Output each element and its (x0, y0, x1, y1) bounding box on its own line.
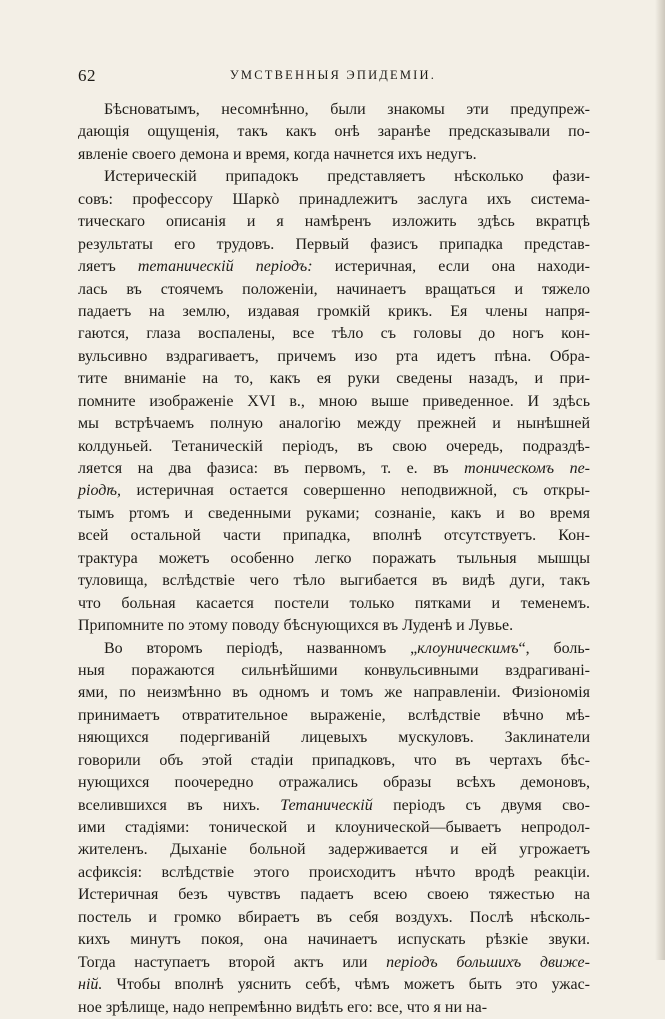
text-run: помните изображеніе XVI в., мною выше приведенное. И здѣсь (78, 392, 590, 410)
text-line (78, 166, 590, 188)
text-line (78, 323, 590, 345)
text-line (78, 436, 590, 458)
text-run: ныя поражаются сильнѣйшими конвульсивными вздрагивані- (78, 661, 590, 679)
text-line (78, 705, 590, 727)
italic-term: тетаническій періодъ: (137, 258, 313, 276)
text-run: истеричная, если она находи- (312, 258, 591, 276)
text-run: результаты его трудовъ. Первый фазисъ припадка представ- (78, 235, 590, 253)
text-line (78, 907, 590, 929)
text-run: асфиксія: вслѣдствіе этого происходитъ нѣчто вродѣ реакціи. (78, 863, 590, 881)
text-line (78, 795, 590, 817)
text-run: лась въ стоячемъ положеніи, начинаетъ вращаться и тяжело (78, 280, 590, 298)
italic-term: тоническомъ пе- (464, 460, 591, 477)
italic-term: ріодѣ, (78, 482, 121, 500)
text-run: истеричная остается совершенно неподвижной, съ откры- (121, 482, 590, 500)
text-run: что больная касается постели только пятками и теменемъ. (78, 594, 590, 612)
text-run: ляется на два фазиса: въ первомъ, т. е. въ (78, 460, 465, 477)
text-run: нующихся поочередно отражались образы всѣхъ демоновъ, (78, 774, 590, 792)
text-run: принимаетъ отвратительное выраженіе, вслѣдствіе вѣчно мѣ- (78, 706, 590, 724)
text-line (78, 548, 590, 570)
text-line (78, 772, 590, 794)
running-title: УМСТВЕННЫЯ ЭПИДЕМІИ. (229, 68, 437, 82)
text-run: Во второмъ періодѣ, названномъ „ (104, 639, 418, 657)
text-run: ими стадіями: тонической и клоунической—бываетъ непродол- (78, 819, 590, 836)
body-text (78, 99, 590, 1019)
page-header (78, 66, 588, 90)
text-run: періодъ съ двумя сво- (372, 796, 591, 814)
text-line (78, 997, 590, 1019)
text-run: тите вниманіе на то, какъ ея руки сведены назадъ, и при- (78, 370, 590, 388)
text-run: тическаго описанія и я намѣренъ изложить здѣсь вкратцѣ (78, 213, 590, 231)
text-run: колдуньей. Тетаническій періодъ, въ свою очередь, подраздѣ- (78, 437, 590, 455)
text-line (78, 839, 590, 861)
italic-term: Тетаническій (280, 796, 373, 814)
text-line (78, 144, 590, 166)
italic-term: ній. (78, 976, 103, 994)
text-run: говорили объ этой стадіи припадковъ, что въ чертахъ бѣс- (78, 751, 590, 769)
text-run: ное зрѣлище, надо непремѣнно видѣть его: все, что я ни на- (78, 998, 488, 1016)
page-edge-shadow (655, 0, 665, 960)
text-run: Чтобы вполнѣ уяснить себѣ, чѣмъ можетъ быть это ужас- (102, 976, 590, 994)
text-line (78, 121, 590, 143)
text-line (78, 99, 590, 121)
text-line (78, 952, 590, 974)
text-run: постель и громко вбираетъ въ себя воздухъ. Послѣ нѣсколь- (78, 908, 590, 926)
text-line (78, 211, 590, 233)
text-line (78, 256, 590, 278)
text-line (78, 615, 590, 637)
italic-term: періодъ большихъ движе- (386, 953, 590, 971)
text-run: кихъ минутъ покоя, она начинаетъ испускать рѣзкіе звуки. (78, 931, 590, 949)
text-run: трактура можетъ особенно легко поражать тыльныя мышцы (78, 549, 590, 567)
text-line (78, 391, 590, 413)
text-run: Бѣсноватымъ, несомнѣнно, были знакомы эти предупреж- (104, 101, 590, 118)
text-run: вселившихся въ нихъ. (78, 796, 281, 814)
text-run: тымъ ртомъ и сведенными руками; сознаніе, какъ и во время (78, 504, 590, 522)
text-line (78, 189, 590, 211)
text-run: жителенъ. Дыханіе больной задерживается и ей угрожаетъ (78, 841, 590, 859)
text-line (78, 368, 590, 390)
text-line (78, 346, 590, 368)
text-line (78, 660, 590, 682)
italic-term: клоуническимъ (417, 639, 519, 657)
text-line (78, 301, 590, 323)
text-run: совъ: профессору Шаркò принадлежитъ заслуга ихъ система- (78, 190, 590, 208)
text-line (78, 458, 590, 480)
text-run: Истеричная безъ чувствъ падаетъ всею своею тяжестью на (78, 886, 590, 904)
text-run: мы встрѣчаемъ полную аналогію между прежней и нынѣшней (78, 415, 590, 433)
text-run: вульсивно вздрагиваетъ, причемъ изо рта идетъ пѣна. Обра- (78, 347, 590, 365)
text-run: Припомните по этому поводу бѣснующихся въ Луденѣ и Лувье. (78, 617, 514, 635)
text-line (78, 817, 590, 839)
text-run: туловища, вслѣдствіе чего тѣло выгибается въ видѣ дуги, такъ (78, 572, 590, 590)
text-line (78, 413, 590, 435)
text-line (78, 750, 590, 772)
text-line (78, 234, 590, 256)
text-line (78, 593, 590, 615)
text-line (78, 503, 590, 525)
text-line (78, 525, 590, 547)
text-line (78, 884, 590, 906)
text-line (78, 974, 590, 996)
text-line (78, 480, 590, 502)
text-run: гаются, глаза воспалены, все тѣло съ головы до ногъ кон- (78, 325, 590, 343)
page-number: 62 (78, 66, 96, 85)
text-line (78, 570, 590, 592)
text-line (78, 929, 590, 951)
text-run: дающія ощущенія, такъ какъ онѣ заранѣе предсказывали по- (78, 123, 590, 141)
text-line (78, 638, 590, 660)
text-run: всей остальной части припадка, вполнѣ отсутствуетъ. Кон- (78, 527, 590, 545)
text-run: ями, по неизмѣнно въ одномъ и томъ же направленіи. Физіономія (78, 684, 590, 702)
text-line (78, 279, 590, 301)
text-run: няющихся подергиваній лицевыхъ мускуловъ. Заклинатели (78, 729, 590, 747)
text-run: “, боль- (518, 639, 591, 657)
text-run: Истерическій припадокъ представляетъ нѣсколько фази- (104, 168, 590, 186)
text-run: Тогда наступаетъ второй актъ или (78, 953, 387, 971)
text-line (78, 682, 590, 704)
text-line (78, 862, 590, 884)
text-line (78, 727, 590, 749)
text-run: ляетъ (78, 258, 138, 276)
text-run: явленіе своего демона и время, когда начнется ихъ недугъ. (78, 145, 477, 163)
text-run: падаетъ на землю, издавая громкій крикъ. Ея члены напря- (78, 302, 590, 320)
